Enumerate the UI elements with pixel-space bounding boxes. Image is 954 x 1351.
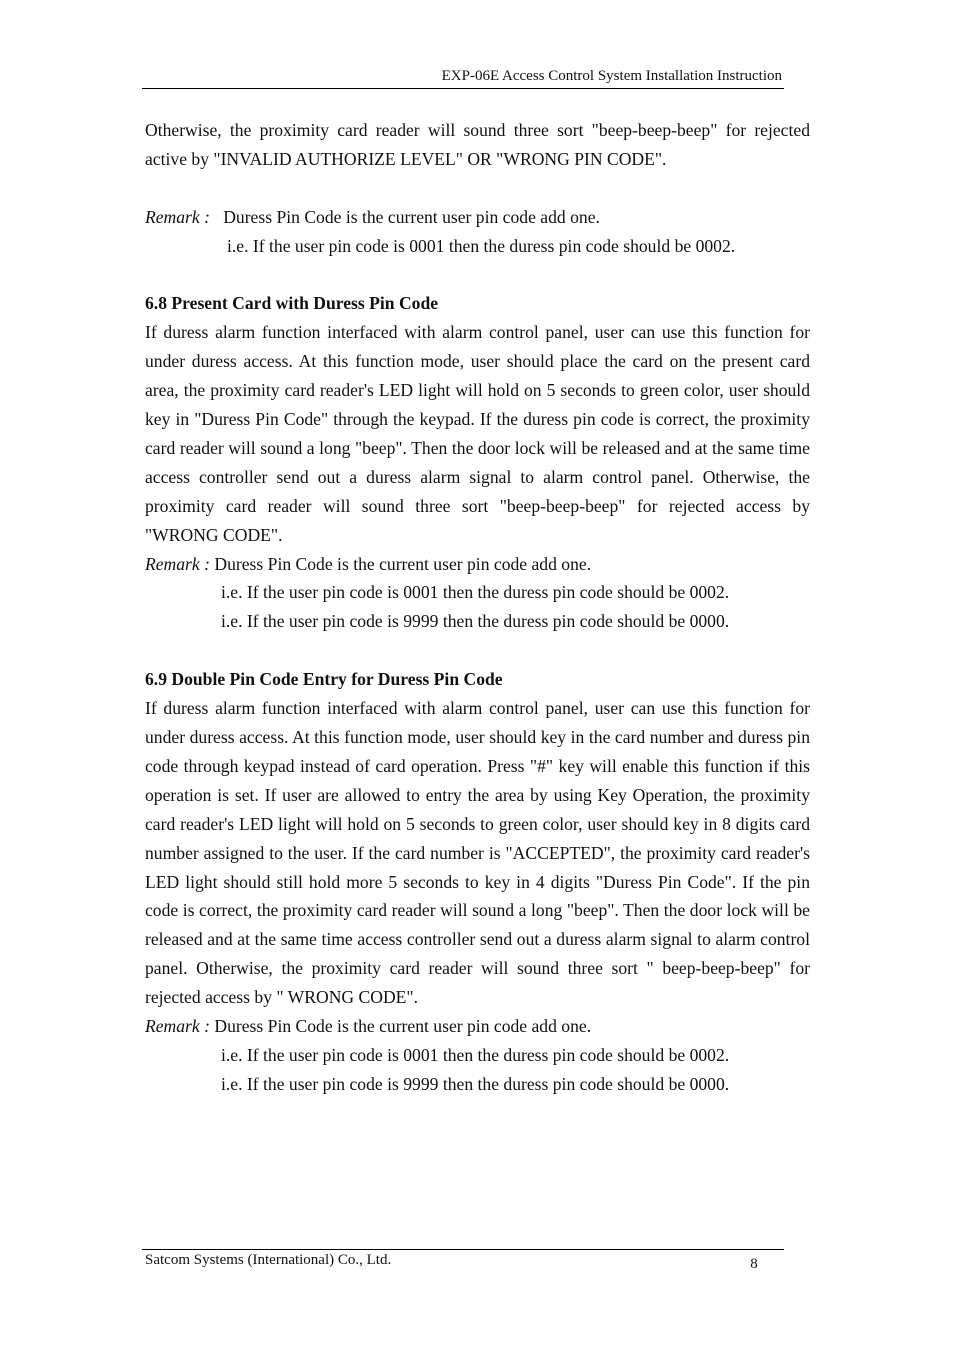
remark-text: Duress Pin Code is the current user pin code add one. <box>214 553 592 574</box>
remark-example: i.e. If the user pin code is 0001 then the duress pin code should be 0002. <box>227 235 736 256</box>
section-heading-6-9: 6.9 Double Pin Code Entry for Duress Pin Code <box>145 669 503 690</box>
page-header-title: EXP-06E Access Control System Installation Instruction <box>441 68 782 84</box>
remark-example: i.e. If the user pin code is 0001 then the duress pin code should be 0002. <box>221 1044 730 1065</box>
footer-divider <box>142 1249 784 1250</box>
page-number: 8 <box>750 1256 758 1272</box>
remark-example: i.e. If the user pin code is 9999 then the duress pin code should be 0000. <box>221 611 730 632</box>
header-divider <box>142 88 784 89</box>
page-body <box>145 116 810 1099</box>
section-6-8-remark <box>145 550 810 579</box>
section-6-9-paragraph: If duress alarm function interfaced with alarm control panel, user can use this function for under duress access. At this function mode, user should key in the card number and duress pin code through keypad instead of card operation. Press "#" key will enable this function if this operation is set. If user are allowed to entry the area by using Key Operation, the proximity card reader's LED light will hold on 5 seconds to green color, user should key in 8 digits card number assigned to the user. If the card number is "ACCEPTED", the proximity card reader's LED light should still hold more 5 seconds to key in 4 digits "Duress Pin Code". If the pin code is correct, the proximity card reader will sound a long "beep". Then the door lock will be released and at the same time access controller send out a duress alarm signal to alarm control panel. Otherwise, the proximity card reader will sound three sort " beep-beep-beep" for rejected access by " WRONG CODE". <box>145 698 810 1008</box>
footer-company: Satcom Systems (International) Co., Ltd. <box>145 1252 392 1268</box>
remark-label: Remark : <box>145 553 210 574</box>
intro-remark <box>145 203 810 232</box>
intro-paragraph: Otherwise, the proximity card reader will sound three sort "beep-beep-beep" for rejected active by "INVALID AUTHORIZE LEVEL" OR "WRONG PIN CODE". <box>145 120 810 169</box>
remark-example: i.e. If the user pin code is 9999 then the duress pin code should be 0000. <box>221 1073 730 1094</box>
remark-example: i.e. If the user pin code is 0001 then the duress pin code should be 0002. <box>221 582 730 603</box>
remark-label: Remark : <box>145 1016 210 1037</box>
remark-text: Duress Pin Code is the current user pin code add one. <box>214 1016 592 1037</box>
section-heading-6-8: 6.8 Present Card with Duress Pin Code <box>145 293 439 314</box>
section-6-9-remark <box>145 1012 810 1041</box>
section-6-8-paragraph: If duress alarm function interfaced with alarm control panel, user can use this function for under duress access. At this function mode, user should place the card on the present card area, the proximity card reader's LED light will hold on 5 seconds to green color, user should key in "Duress Pin Code" through the keypad. If the duress pin code is correct, the proximity card reader will sound a long "beep". Then the door lock will be released and at the same time access controller send out a duress alarm signal to alarm control panel. Otherwise, the proximity card reader will sound three sort "beep-beep-beep" for rejected access by "WRONG CODE". <box>145 322 810 545</box>
remark-text: Duress Pin Code is the current user pin code add one. <box>223 206 600 227</box>
remark-label: Remark : <box>145 206 210 227</box>
